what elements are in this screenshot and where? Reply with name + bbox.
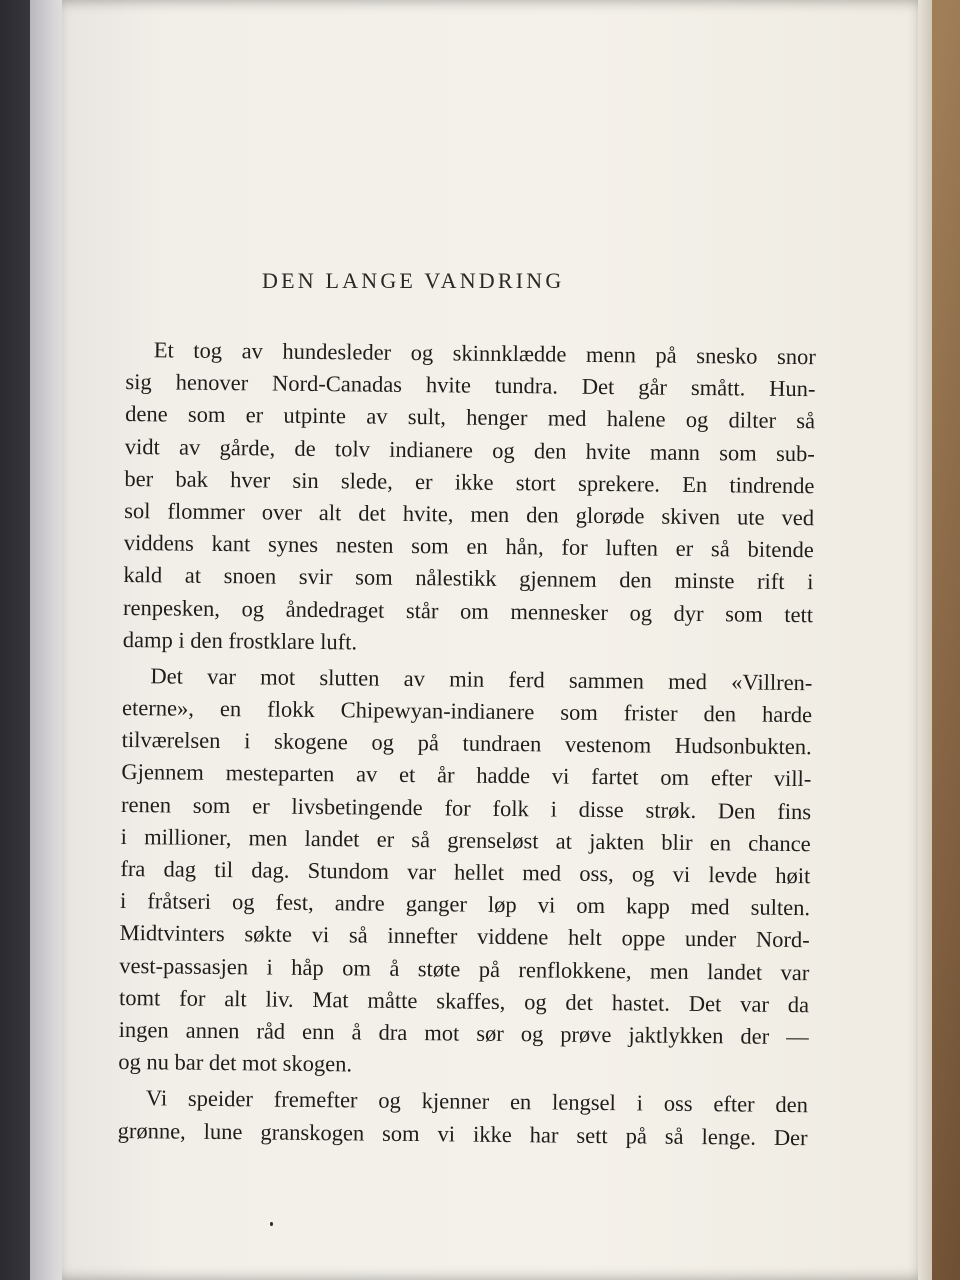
- text-line: fra dag til dag. Stundom var hellet med oss, og vi levde høit: [120, 855, 811, 889]
- text-line: Vi speider fremefter og kjenner en lengsel i oss efter den: [145, 1085, 809, 1118]
- page-stack-edge: [918, 0, 932, 1280]
- text-line: damp i den frostklare luft.: [122, 626, 358, 655]
- text-line: og nu bar det mot skogen.: [118, 1049, 353, 1077]
- paper-speck: [270, 1222, 273, 1226]
- text-line: grønne, lune granskogen som vi ikke har sett på så lenge. Der: [117, 1117, 808, 1150]
- text-line: eterne», en flokk Chipewyan-indianere som frister den harde: [121, 695, 813, 728]
- text-line: viddens kant synes nesten som en hån, for luften er så bitende: [123, 530, 814, 563]
- chapter-title: DEN LANGE VANDRING: [262, 268, 565, 293]
- text-line: vest-passasjen i håp om å støte på renflokkene, men landet var: [119, 952, 810, 985]
- text-line: dene som er utpinte av sult, henger med halene og dilter så: [125, 401, 816, 434]
- text-line: tomt for alt liv. Mat måtte skaffes, og det hastet. Det var da: [118, 984, 810, 1017]
- text-line: kald at snoen svir som nålestikk gjennem den minste rift i: [123, 562, 814, 595]
- text-line: ingen annen råd enn å dra mot sør og prøve jaktlykken der —: [118, 1016, 809, 1050]
- text-line: sig henover Nord-Canadas hvite tundra. Det går smått. Hun-: [125, 369, 816, 402]
- text-line: i millioner, men landet er så grenseløst at jakten blir en chance: [120, 823, 811, 857]
- text-line: renen som er livsbetingende for folk i disse strøk. Den fins: [120, 791, 812, 824]
- text-line: sol flommer over alt det hvite, men den glorøde skiven ute ved: [124, 497, 815, 531]
- text-line: vidt av gårde, de tolv indianere og den hvite mann som sub-: [124, 433, 815, 466]
- text-line: Et tog av hundesleder og skinnklædde menn på snesko snor: [153, 337, 816, 370]
- text-line: Det var mot slutten av min ferd sammen med «Villren-: [150, 663, 813, 696]
- text-line: Gjennem mesteparten av et år hadde vi fartet om efter vill-: [121, 759, 812, 792]
- text-line: ber bak hver sin slede, er ikke stort sprekere. En tindrende: [124, 465, 815, 498]
- body-text: [117, 334, 815, 1154]
- text-line: tilværelsen i skogene og på tundraen vestenom Hudsonbukten.: [121, 727, 812, 760]
- text-line: i fråtseri og fest, andre ganger løp vi om kapp med sulten.: [119, 888, 811, 921]
- text-line: Midtvinters søkte vi så innefter viddene helt oppe under Nord-: [119, 920, 810, 953]
- text-line: renpesken, og åndedraget står om mennesker og dyr som tett: [123, 594, 814, 627]
